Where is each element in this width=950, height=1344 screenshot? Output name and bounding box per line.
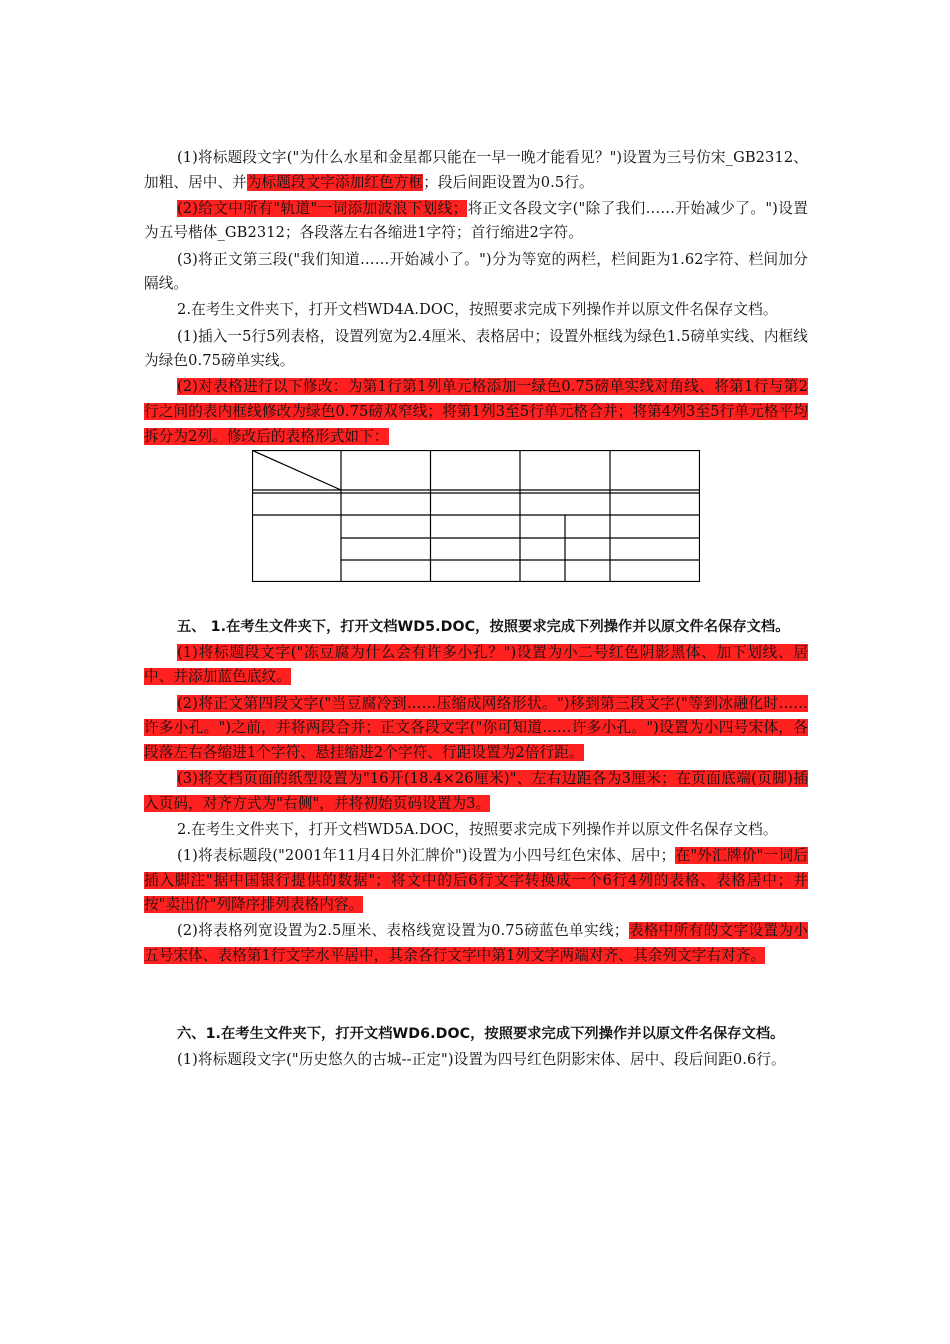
sec5-para-5 [144, 844, 808, 918]
sec5-heading: 五、 1.在考生文件夹下，打开文档WD5.DOC，按照要求完成下列操作并以原文件名保存文档。 [177, 618, 790, 635]
sec4-para-5: (1)插入一5行5列表格，设置列宽为2.4厘米、表格居中；设置外框线为绿色1.5磅单实线、内框线为绿色0.75磅单实线。 [144, 327, 808, 370]
sec4-para-3: (3)将正文第三段("我们知道……开始减小了。")分为等宽的两栏，栏间距为1.62字符、栏间加分隔线。 [144, 250, 808, 293]
table-outer-border [253, 451, 700, 582]
sec6-heading: 六、1.在考生文件夹下，打开文档WD6.DOC，按照要求完成下列操作并以原文件名保存文档。 [177, 1026, 785, 1043]
highlighted-run: 表格中所有的文字设置为小五号宋体、表格第1行文字水平居中，其余各行文字中第1列文字两端对齐、其余列文字右对齐。 [144, 922, 808, 964]
highlighted-run: (2)给文中所有"轨道"一词添加波浪下划线； [177, 199, 468, 217]
text-run: (1)将标题段文字("为什么水星和金星都只能在一早一晚才能看见？")设置为三号仿宋_GB2312、加粗、居中、并 [144, 149, 808, 191]
section-gap [144, 970, 808, 1022]
sec5-para-4: 2.在考生文件夹下，打开文档WD5A.DOC，按照要求完成下列操作并以原文件名保存文档。 [177, 820, 778, 838]
sec5-para-2 [144, 692, 808, 766]
sample-table-drawing [252, 450, 700, 582]
sec4-para-6 [144, 375, 808, 449]
sec4-para-2 [144, 197, 808, 246]
text-run: (1)将表标题段("2001年11月4日外汇牌价")设置为小四号红色宋体、居中； [177, 847, 676, 864]
highlighted-run: (3)将文档页面的纸型设置为"16开(18.4×26厘米)"、左右边距各为3厘米；在页面底端(页脚)插入页码，对齐方式为"右侧"，并将初始页码设置为3。 [144, 770, 808, 812]
document-page [144, 146, 808, 1075]
sec6-para-1: (1)将标题段文字("历史悠久的古城--正定")设置为四号红色阴影宋体、居中、段后间距0.6行。 [177, 1051, 786, 1069]
sample-table-figure [252, 450, 700, 582]
sec4-para-4: 2.在考生文件夹下，打开文档WD4A.DOC，按照要求完成下列操作并以原文件名保存文档。 [177, 301, 778, 319]
highlighted-run: 在"外汇牌价"一词后插入脚注"据中国银行提供的数据"；将文中的后6行文字转换成一个6行4列的表格、表格居中；并按"卖出价"列降序排列表格内容。 [144, 847, 808, 914]
sec5-para-3 [144, 767, 808, 816]
text-run: ；段后间距设置为0.5行。 [423, 173, 594, 191]
sec4-para-1 [144, 146, 808, 195]
highlighted-run: (2)对表格进行以下修改：为第1行第1列单元格添加一绿色0.75磅单实线对角线、将第1行与第2行之间的表内框线修改为绿色0.75磅双窄线；将第1列3至5行单元格合并；将第4列3至5行单元格平均拆分为2列。修改后的表格形式如下： [144, 378, 808, 445]
highlighted-run: (1)将标题段文字("冻豆腐为什么会有许多小孔？")设置为小二号红色阴影黑体、加下划线、居中、并添加蓝色底纹。 [144, 643, 808, 686]
diagonal-line [253, 451, 342, 491]
sec5-para-6 [144, 919, 808, 968]
sec5-para-1 [144, 641, 808, 690]
text-run: 将正文各段文字("除了我们……开始减少了。")设置为五号楷体_GB2312；各段落左右各缩进1字符；首行缩进2字符。 [144, 199, 808, 242]
text-run: (2)将表格列宽设置为2.5厘米、表格线宽设置为0.75磅蓝色单实线； [177, 922, 629, 940]
highlighted-run: 为标题段文字添加红色方框 [246, 173, 424, 191]
highlighted-run: (2)将正文第四段文字("当豆腐冷到……压缩成网络形状。")移到第三段文字("等到冰融化时……许多小孔。")之前，并将两段合并；正文各段文字("你可知道……许多小孔。")设置为小四号宋体，各段落左右各缩进1个字符、悬挂缩进2个字符、行距设置为2倍行距。 [144, 694, 808, 761]
